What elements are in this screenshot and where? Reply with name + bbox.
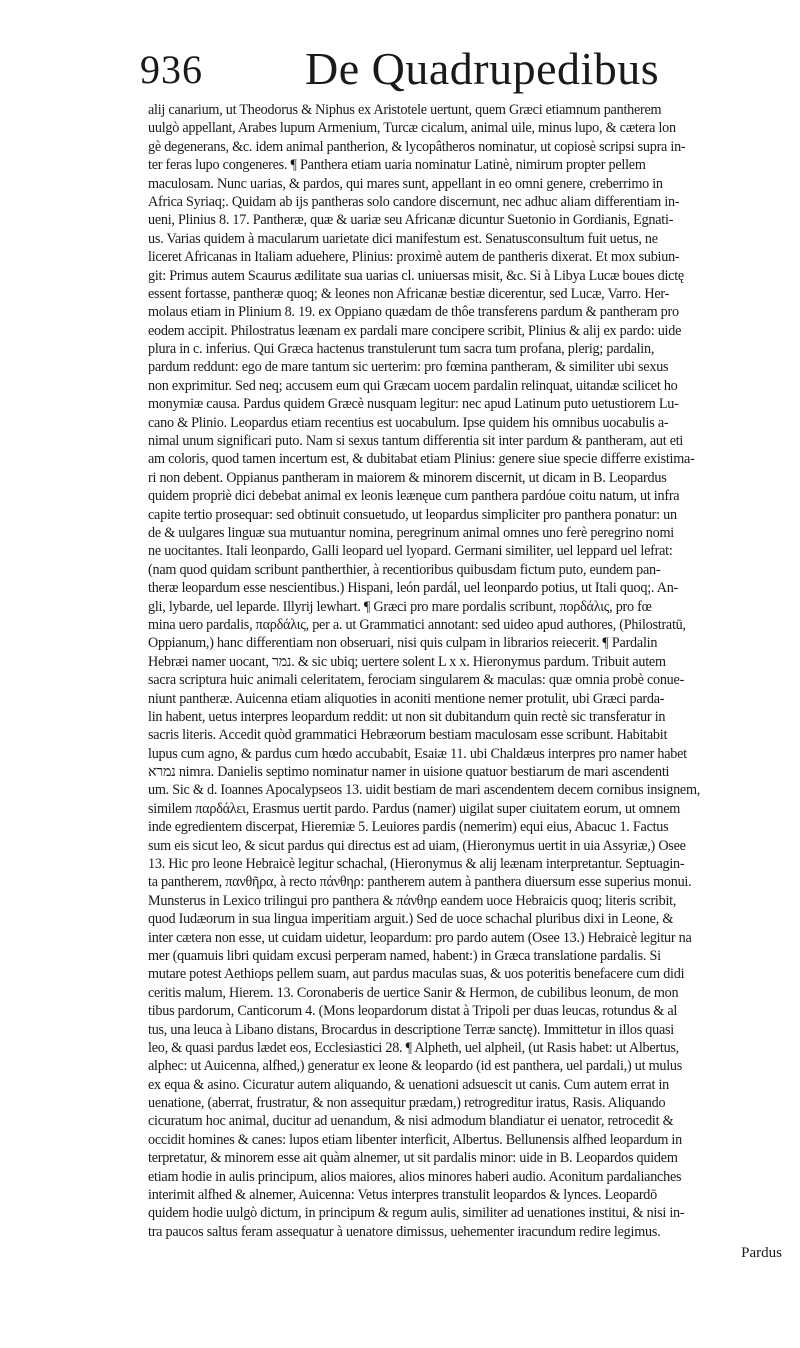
- text-line: Munsterus in Lexico trilingui pro panthera & πάνθηρ eandem uoce Hebraicis quoq; literis scribit,: [148, 892, 677, 909]
- text-line: nimal unum significari puto. Nam si sexus tantum differentia sit inter pardum & pantheram, aut eti: [148, 433, 684, 450]
- text-line: tra paucos saltus feram assequatur à uenatore dimissus, uehementer iracundum redire legimus.: [148, 1223, 661, 1240]
- text-line: alij canarium, ut Theodorus & Niphus ex Aristotele uertunt, quem Græci etiamnum pantherem: [148, 102, 662, 118]
- text-line: capite tertio prosequar: sed obtinuit consuetudo, ut leopardus simpliciter pro panthera ponatur: un: [148, 506, 677, 523]
- text-line: quod Iudæorum in sua lingua imperitiam arguit.) Sed de uoce schachal pluribus dixi in Leone, &: [148, 911, 674, 928]
- page-number: 936: [140, 47, 203, 92]
- text-line: mer (quamuis libri quidam excusi perperam named, habent:) in Græca translatione pardalis. Si: [148, 947, 661, 964]
- text-line: git: Primus autem Scaurus ædilitate sua uarias cl. uniuersas misit, &c. Si à Libya Lucæ boues dictę: [148, 267, 684, 284]
- text-line: inter cætera non esse, ut cuidam uidetur, leopardum: pro pardo autem (Osee 13.) Hebraicè legitur na: [148, 929, 692, 946]
- text-line: ri non debent. Oppianus pantheram in maiorem & minorem discernit, ut dicam in B. Leopardus: [148, 469, 667, 486]
- text-line: lin habent, uetus interpres leopardum reddit: ut non sit dubitandum quin rectè sic transferatur in: [148, 708, 666, 725]
- text-line: ter feras lupo congeneres. ¶ Panthera etiam uaria nominatur Latinè, nimirum propter pellem: [148, 157, 646, 174]
- text-line: sacra scriptura huic animali celeritatem, ferociam singularem & maculas: quæ omnia probè conue-: [148, 672, 685, 689]
- catchword: Pardus: [741, 1245, 782, 1261]
- text-line: ueni, Plinius 8. 17. Pantheræ, quæ & uariæ seu Africanæ dicuntur Suetonio in Gordianis, Egnati-: [148, 212, 674, 229]
- text-line: monymiæ causa. Pardus quidem Græcè nusquam legitur: nec apud Latinum puto uetustiorem Lu-: [148, 396, 679, 413]
- text-line: Oppianum,) hanc differentiam non obseruari, nisi quis culpam in librarios reiecerit. ¶ Pardalin: [148, 635, 658, 652]
- text-line: de & uulgares linguæ sua mutuantur nomina, peregrinum animal omnes uno ferè peregrino nomi: [148, 524, 674, 541]
- text-line: 13. Hic pro leone Hebraicè legitur schachal, (Hieronymus & alij leænam interpretantur. Septuagin-: [148, 856, 685, 873]
- text-line: (nam quod quidam scribunt pantherthier, à recentioribus quibusdam fictum puto, eundem pan-: [148, 561, 661, 578]
- text-line: Africa Syriaq;. Quidam ab ijs pantheras solo candore discernunt, nec adhuc aliam differentiam in-: [148, 193, 680, 210]
- text-line: plura in c. inferius. Qui Græca hactenus transtulerunt tum sacra tum profana, plerig; pardalin,: [148, 341, 655, 358]
- text-line: inde egredientem discerpat, Hieremiæ 5. Leuiores pardis (nemerim) equi eius, Abacuc 1. Factus: [148, 819, 669, 836]
- text-line: mutare potest Aethiops pellem suam, aut pardus maculas suas, & uos poteritis benefacere cum didi: [148, 966, 685, 983]
- text-line: occidit homines & canes: lupos etiam libenter interficit, Albertus. Bellunensis alfhed leopardum in: [148, 1131, 682, 1148]
- text-line: cano & Plinio. Leopardus etiam recentius est uocabulum. Ipse quidem his omnibus uocabulis a-: [148, 414, 669, 431]
- text-line: uenatione, (aberrat, frustratur, & non assequitur prædam,) retrogreditur iratus, Rasis. Aliquando: [148, 1095, 666, 1112]
- text-line: ex equa & asino. Cicuratur autem aliquando, & uenationi adsuescit ut canis. Cum autem errat in: [148, 1076, 669, 1093]
- text-line: etiam hodie in aulis principum, alios maiores, alios minores haberi audio. Aconitum pardalianches: [148, 1168, 682, 1185]
- text-line: quidem hodie uulgò dictum, in principum & regum aulis, similiter ad uenationes institui, & nisi in-: [148, 1205, 685, 1222]
- text-line: sum eis sicut leo, & sicut pardus qui directus est ad uiam, (Hieronymus uertit in uia Assyriæ,) Osee: [148, 837, 686, 854]
- body-text: [148, 101, 791, 1241]
- text-line: cicuratum hoc animal, ducitur ad uenandum, & nisi admodum blandiatur ei uenator, retrocedit &: [148, 1113, 674, 1130]
- text-line: quidem propriè dici debebat animal ex leonis leænęue cum panthera pardóue coitu natum, ut infra: [148, 488, 680, 505]
- text-line: liceret Africanas in Italiam aduehere, Plinius: proximè autem de pantheris dixerat. Et mox subiun-: [148, 249, 680, 266]
- text-line: tus, una leuca à Libano distans, Brocardus in descriptione Terræ sanctę). Immittetur in illos quasi: [148, 1021, 674, 1038]
- text-line: ne uocitantes. Itali leonpardo, Galli leopard uel lyopard. Germani similiter, uel leppard uel lefrat:: [148, 543, 673, 560]
- text-line: Hebræi namer uocant, נמר. & sic ubiq; uertere solent L x x. Hieronymus pardum. Tribuit autem: [148, 653, 666, 670]
- text-line: נמרא nimra. Danielis septimo nominatur namer in uisione quatuor bestiarum de mari ascendenti: [148, 764, 670, 781]
- text-line: maculosam. Nunc uarias, & pardos, qui mares sunt, appellant in eo omni genere, creberrimo in: [148, 175, 663, 192]
- text-line: ceritis malum, Hierem. 13. Coronaberis de uertice Sanir & Hermon, de cubilibus leonum, de mon: [148, 984, 679, 1001]
- text-line: tibus pardorum, Canticorum 4. (Mons leopardorum distat à Tripoli per duas leucas, rotundus & al: [148, 1003, 678, 1020]
- text-line: theræ leopardum esse nescientibus.) Hispani, león pardál, uel leonpardo potius, ut Itali quoq;. An-: [148, 580, 679, 597]
- text-line: molaus etiam in Plinium 8. 19. ex Oppiano quædam de thôe transferens pardum & pantheram pro: [148, 304, 679, 321]
- text-line: sacris literis. Accedit quòd grammatici Hebræorum bestiam maculosam esse scribunt. Habitabit: [148, 727, 668, 744]
- text-line: ta pantherem, πανθῆρα, à recto πάνθηρ: pantherem autem à panthera diuersum esse superius monui.: [148, 874, 692, 891]
- text-line: niunt pantheræ. Auicenna etiam aliquoties in aconiti mentione nemer protulit, ubi Græci parda-: [148, 690, 665, 707]
- text-line: gè degenerans, &c. idem animal pantherion, & lycopâtheros nominatur, ut copiosè scripsi supra in-: [148, 138, 686, 155]
- text-line: essent fortasse, pantheræ quoq; & leones non Africanæ bestiæ dicerentur, sed Lucæ, Varro. Her-: [148, 285, 670, 302]
- text-line: terpretatur, & minorem esse ait quàm alnemer, ut sit pardalis minor: uide in B. Leopardos quidem: [148, 1150, 678, 1167]
- text-line: gli, lybarde, uel leparde. Illyrij lewhart. ¶ Græci pro mare pordalis scribunt, πορδάλις, pro fœ: [148, 598, 652, 615]
- text-line: similem παρδάλει, Erasmus uertit pardo. Pardus (namer) uigilat super ciuitatem eorum, ut omnem: [148, 800, 681, 817]
- text-line: alphec: ut Auicenna, alfhed,) generatur ex leone & leopardo (id est panthera, uel pardali,) ut mulus: [148, 1058, 683, 1075]
- text-line: uulgò appellant, Arabes lupum Armenium, Turcæ cicalum, animal uile, minus lupo, & cætera lon: [148, 120, 676, 137]
- text-line: pardum reddunt: ego de mare tantum sic uerterim: pro fœmina pantheram, & similiter ubi sexus: [148, 359, 669, 376]
- running-title: De Quadrupedibus: [305, 43, 660, 94]
- text-line: am coloris, quod tamen incertum est, & dubitabat etiam Plinius: genere siue specie differre existima-: [148, 451, 695, 468]
- text-line: lupus cum agno, & pardus cum hœdo accubabit, Esaiæ 11. ubi Chaldæus interpres pro namer habet: [148, 745, 687, 762]
- text-line: interimit alfhed & alnemer, Auicenna: Vetus interpres transtulit leopardos & lynces. Leopardō: [148, 1187, 657, 1204]
- text-line: mina uero pardalis, παρδάλις, per a. ut Grammatici annotant: sed uideo apud authores, (Philostratū,: [148, 616, 686, 633]
- text-line: leo, & quasi pardus lædet eos, Ecclesiastici 28. ¶ Alpheth, uel alpheil, (ut Rasis habet: ut Albertus,: [148, 1039, 679, 1056]
- page-header: [140, 42, 780, 102]
- text-line: um. Sic & d. Ioannes Apocalypseos 13. uidit bestiam de mari ascendentem decem cornibus insignem,: [148, 782, 701, 799]
- text-line: non exprimitur. Sed neq; accusem eum qui Græcam uocem pardalin relinquat, uitandæ scilicet ho: [148, 377, 678, 394]
- text-line: eodem accipit. Philostratus leænam ex pardali mare concipere scribit, Plinius & alij ex pardo: uide: [148, 322, 682, 339]
- text-line: us. Varias quidem à macularum uarietate dici manifestum est. Senatusconsultum fuit uetus, ne: [148, 230, 658, 247]
